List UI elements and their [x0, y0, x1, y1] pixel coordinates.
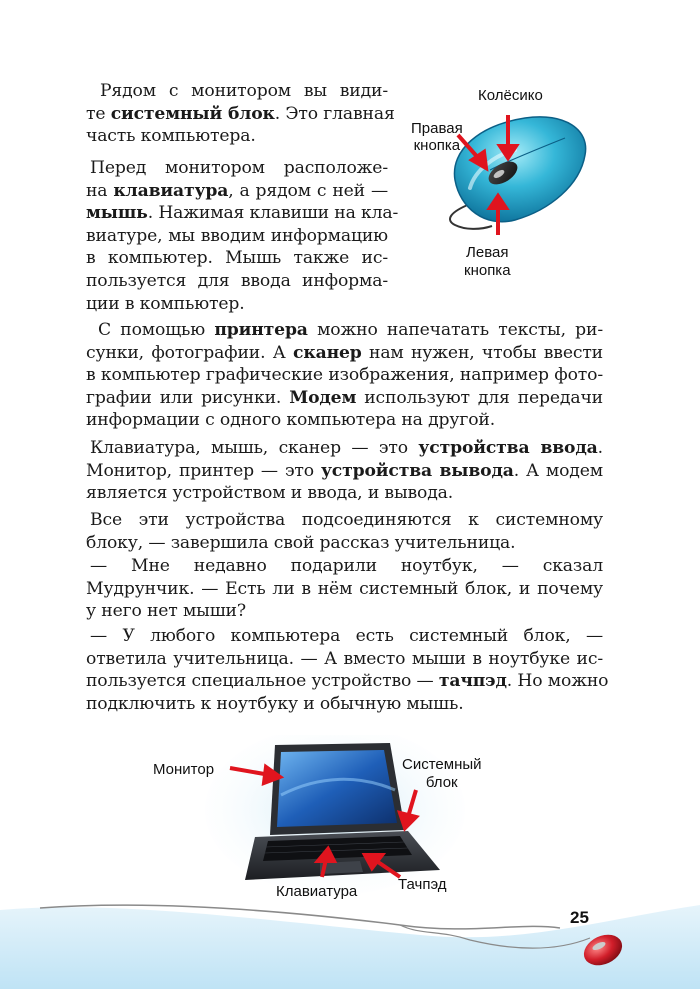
text-line: Все эти устройства подсоединяются к системному [90, 510, 603, 530]
text-line: в компьютер. Мышь также ис- [86, 248, 388, 269]
text-line: является устройством и ввода, и вывода. [86, 483, 454, 504]
text-line: в компьютер графические изображения, например фото- [86, 365, 603, 386]
mouse-wheel-label: Колёсико [478, 87, 543, 104]
text-line: те системный блок. Это главная [86, 103, 395, 124]
text-line: блоку, — завершила свой рассказ учительница. [86, 532, 516, 553]
text-line: информации с одного компьютера на другой. [86, 410, 496, 431]
laptop-system-unit-label: Системный блок [402, 756, 482, 791]
paragraph-2 [86, 157, 399, 315]
text-line: ции в компьютер. [86, 293, 245, 314]
text-line: подключить к ноутбуку и обычную мышь. [86, 693, 464, 714]
paragraph-4 [86, 437, 603, 505]
paragraph-3 [86, 319, 603, 432]
text-line: графии или рисунки. Модем используют для передачи [86, 387, 603, 408]
text-line: мышь. Нажимая клавиши на кла- [86, 203, 399, 224]
text-line: — У любого компьютера есть системный блок, — [90, 626, 603, 646]
text-line: С помощью принтера можно напечатать тексты, ри- [98, 320, 603, 340]
text-line: Клавиатура, мышь, сканер — это устройства ввода. [90, 438, 603, 458]
paragraph-5 [86, 509, 603, 554]
text-line: на клавиатура, а рядом с ней — [86, 180, 388, 201]
text-line: часть компьютера. [86, 126, 256, 147]
text-line: Монитор, принтер — это устройства вывода. А модем [86, 460, 603, 481]
text-line: виатуре, мы вводим информацию [86, 225, 388, 246]
text-line: сунки, фотографии. А сканер нам нужен, чтобы ввести [86, 342, 603, 363]
text-line: пользуется специальное устройство — тачпэд. Но можно [86, 671, 609, 692]
laptop-monitor-label: Монитор [153, 761, 215, 778]
text-line: у него нет мыши? [86, 601, 246, 622]
mouse-left-button-label: Левая кнопка [464, 244, 511, 279]
laptop-keyboard-label: Клавиатура [276, 883, 358, 900]
laptop-touchpad-label: Тачпэд [398, 876, 447, 893]
footer-mouse-icon [578, 928, 628, 968]
mouse-body-icon [454, 117, 585, 222]
text-line: пользуется для ввода информа- [86, 270, 388, 291]
paragraph-6 [86, 555, 603, 623]
paragraph-7 [86, 625, 609, 715]
mouse-right-button-label: Правая кнопка [411, 120, 463, 154]
text-line: — Мне недавно подарили ноутбук, — сказал [90, 556, 603, 576]
page-number: 25 [570, 908, 589, 927]
paragraph-1 [86, 80, 395, 148]
text-line: ответила учительница. — А вместо мыши в ноутбуке ис- [86, 648, 603, 669]
text-line: Рядом с монитором вы види- [100, 81, 388, 101]
text-line: Мудрунчик. — Есть ли в нём системный блок, и почему [86, 578, 603, 599]
text-line: Перед монитором расположе- [90, 158, 388, 178]
